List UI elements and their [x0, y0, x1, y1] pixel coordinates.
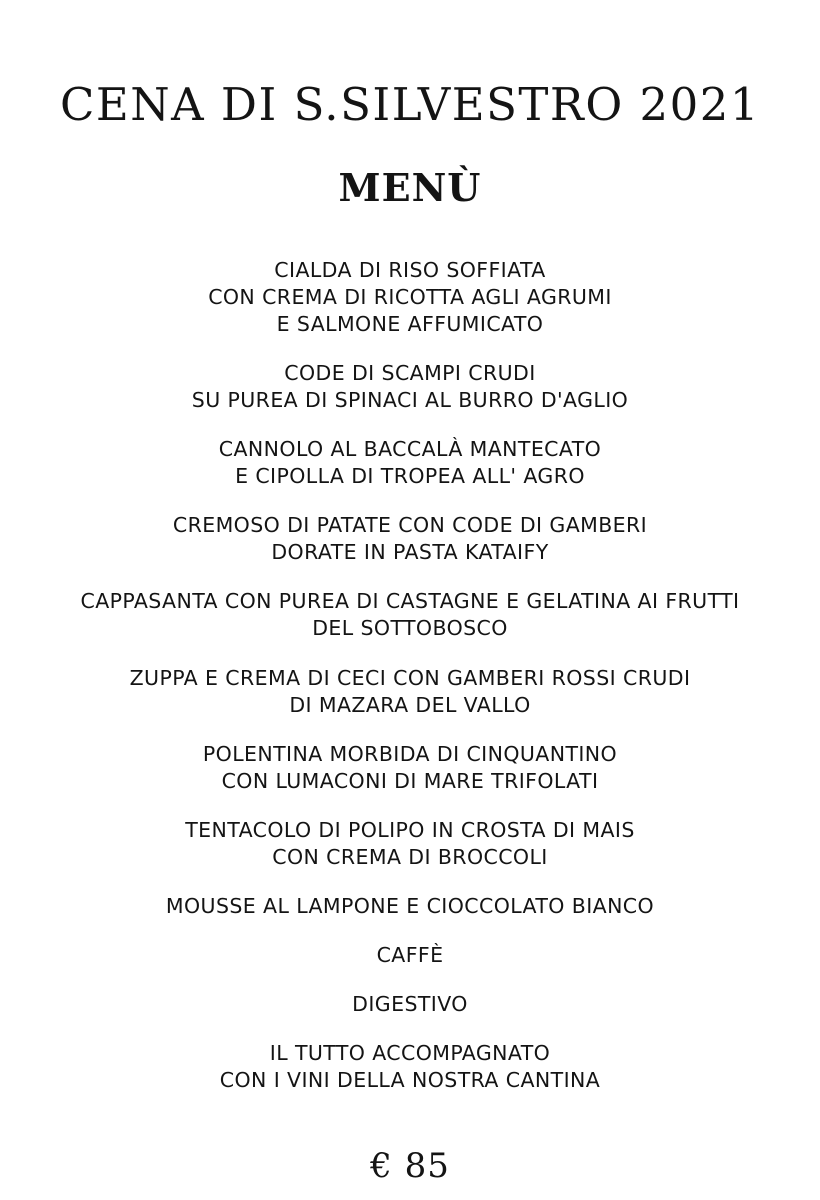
- menu-course-line: CAFFÈ: [376, 942, 444, 967]
- menu-course-line: DIGESTIVO: [352, 991, 468, 1016]
- menu-course-line: DORATE IN PASTA KATAIFY: [271, 540, 549, 565]
- menu-course-line: ZUPPA E CREMA DI CECI CON GAMBERI ROSSI CRUDI: [129, 665, 691, 690]
- menu-course: [219, 436, 601, 490]
- page-title: CENA DI S.SILVESTRO 2021: [59, 78, 761, 131]
- menu-course-line: SU PUREA DI SPINACI AL BURRO D'AGLIO: [191, 388, 629, 413]
- menu-course-line: CON I VINI DELLA NOSTRA CANTINA: [219, 1067, 601, 1092]
- menu-course-line: CIALDA DI RISO SOFFIATA: [274, 258, 546, 282]
- menu-course-line: CREMOSO DI PATATE CON CODE DI GAMBERI: [172, 513, 648, 538]
- menu-course: [220, 1040, 600, 1094]
- menu-course: [173, 512, 647, 566]
- menu-course-line: CON LUMACONI DI MARE TRIFOLATI: [221, 768, 599, 793]
- menu-course: [166, 893, 654, 920]
- menu-course-line: CANNOLO AL BACCALÀ MANTECATO: [218, 437, 602, 462]
- menu-course: [352, 991, 468, 1018]
- menu-course-line: E SALMONE AFFUMICATO: [276, 312, 544, 337]
- menu-course-line: MOUSSE AL LAMPONE E CIOCCOLATO BIANCO: [165, 893, 655, 918]
- menu-course: [80, 588, 739, 642]
- menu-course-line: E CIPOLLA DI TROPEA ALL' AGRO: [235, 464, 585, 489]
- menu-course: [185, 817, 635, 871]
- menu-course-line: DI MAZARA DEL VALLO: [289, 692, 531, 717]
- menu-course-line: CAPPASANTA CON PUREA DI CASTAGNE E GELATINA AI FRUTTI: [80, 589, 740, 614]
- menu-subtitle: MENÙ: [338, 165, 482, 210]
- menu-course: [192, 360, 628, 414]
- menu-price: € 85: [370, 1146, 450, 1187]
- menu-course-line: TENTACOLO DI POLIPO IN CROSTA DI MAIS: [185, 817, 635, 842]
- menu-course: [208, 257, 612, 338]
- menu-course: [203, 741, 617, 795]
- menu-course-line: CODE DI SCAMPI CRUDI: [284, 361, 536, 386]
- menu-course-line: DEL SOTTOBOSCO: [312, 616, 508, 641]
- menu-course: [130, 665, 691, 719]
- menu-course-line: CON CREMA DI BROCCOLI: [272, 844, 548, 869]
- course-list: [40, 257, 780, 1116]
- menu-course: [377, 942, 444, 969]
- menu-course-line: POLENTINA MORBIDA DI CINQUANTINO: [202, 741, 618, 766]
- menu-course-line: IL TUTTO ACCOMPAGNATO: [269, 1040, 551, 1065]
- menu-course-line: CON CREMA DI RICOTTA AGLI AGRUMI: [208, 285, 612, 310]
